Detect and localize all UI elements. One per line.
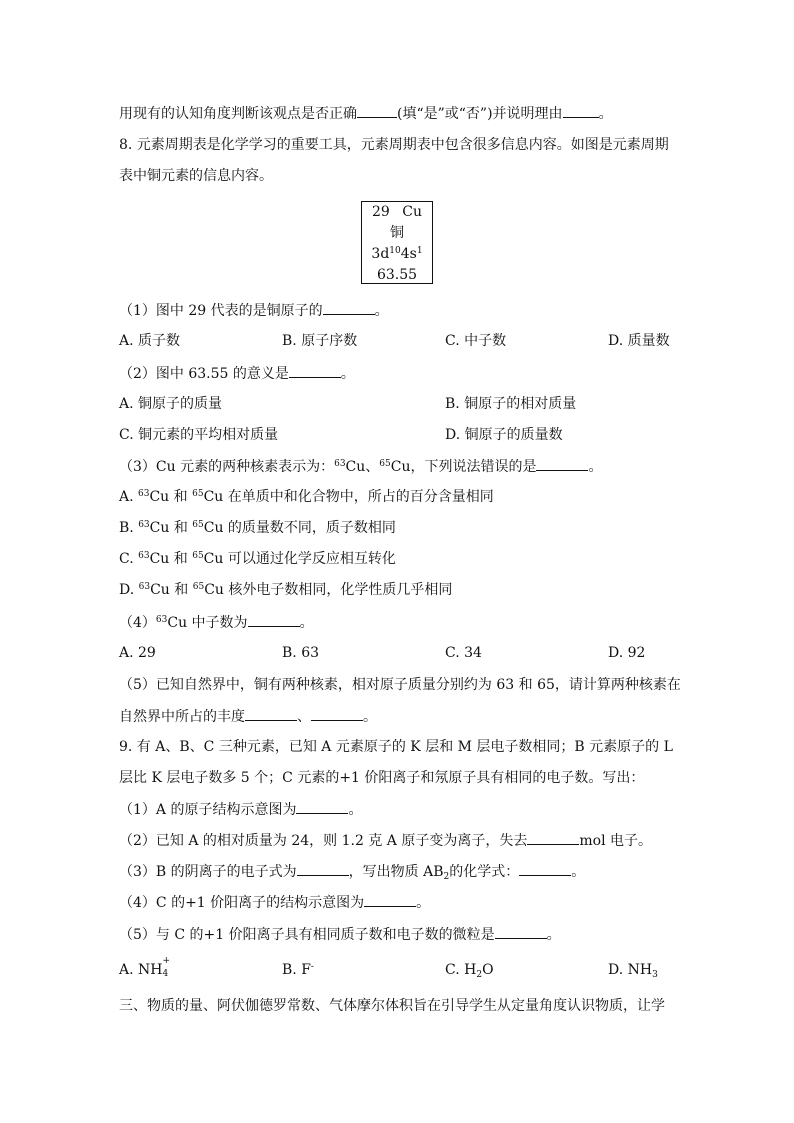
section3-heading: 三、物质的量、阿伏伽德罗常数、气体摩尔体积旨在引导学生从定量角度认识物质，让学 xyxy=(119,998,665,1014)
q9-part1: （1）A 的原子结构示意图为 。 xyxy=(119,799,362,820)
q9-part2: （2）已知 A 的相对质量为 24，则 1.2 克 A 原子变为离子，失去 mol 电子。 xyxy=(119,830,652,851)
q9-option-c: C. $H_2O$ xyxy=(445,962,494,980)
answer-blank xyxy=(296,799,348,814)
q8-part2-option-b: B. 铜原子的相对质量 xyxy=(445,396,577,412)
q9-option-b: B. F- xyxy=(282,962,314,978)
q8-part3-option-b: B. $^{63}$Cu 和 $^{65}$Cu 的质量数不同，质子数相同 xyxy=(119,520,396,536)
answer-blank xyxy=(563,103,599,118)
q8-part2-option-d: D. 铜原子的质量数 xyxy=(445,427,563,443)
q8-part1-option-d: D. 质量数 xyxy=(608,333,670,349)
q9-option-a: A. NH + 4 xyxy=(119,956,171,979)
q9-stem-line1: 9. 有 A、B、C 三种元素，已知 A 元素原子的 K 层和 M 层电子数相同；B 元素原子的 L xyxy=(119,739,673,755)
element-name: 铜 xyxy=(390,225,404,241)
q9-stem-line2: 层比 K 层电子数多 5 个；C 元素的+1 价阳离子和氖原子具有相同的电子数。写出： xyxy=(119,770,645,786)
intro-mid: (填“是”或“否”)并说明理由 xyxy=(397,106,563,122)
element-symbol: Cu xyxy=(402,204,422,220)
q8-part3-stem: （3）Cu 元素的两种核素表示为：$^{63}$Cu、$^{65}$Cu，下列说法错误的是 。 xyxy=(119,456,602,477)
atomic-mass: 63.55 xyxy=(376,267,418,283)
intro-text: 用现有的认知角度判断该观点是否正确 xyxy=(119,106,357,122)
q8-part2-stem: （2）图中 63.55 的意义是 。 xyxy=(119,363,355,384)
q8-part4-option-d: D. 92 xyxy=(608,645,646,661)
answer-blank xyxy=(495,924,547,939)
q8-part4-stem: $(4)^{63}Cu$ 中子数为 。 xyxy=(119,612,314,633)
intro-line xyxy=(119,103,613,124)
q8-stem-line1: 8. 元素周期表是化学学习的重要工具，元素周期表中包含很多信息内容。如图是元素周期 xyxy=(119,137,669,153)
electron-configuration: $3d^{10}4s^1$ xyxy=(371,246,423,262)
q8-part4-option-c: C. 34 xyxy=(445,645,482,661)
q9-part3: （3）B 的阴离子的电子式为 ，写出物质 $AB_2$的化学式： 。 xyxy=(119,861,585,882)
q9-part5: （5）与 C 的+1 价阳离子具有相同质子数和电子数的微粒是 。 xyxy=(119,924,561,945)
periodic-table-cell-copper xyxy=(361,201,433,284)
q9-option-d: D. $NH_3$ xyxy=(608,962,658,980)
answer-blank xyxy=(245,706,297,721)
intro-end: 。 xyxy=(598,106,613,122)
q8-part3-option-c: C. $^{63}$Cu 和 $^{65}$Cu 可以通过化学反应相互转化 xyxy=(119,551,396,567)
q8-part5-line2: 自然界中所占的丰度 、 。 xyxy=(119,706,377,727)
q9-part4: （4）C 的+1 价阳离子的结构示意图为 。 xyxy=(119,892,430,913)
q8-part2-option-a: A. 铜原子的质量 xyxy=(119,396,223,412)
q8-part3-option-a: A. $^{63}$Cu 和 $^{65}$Cu 在单质中和化合物中，所占的百分含量相同 xyxy=(119,489,494,505)
q8-stem-line2: 表中铜元素的信息内容。 xyxy=(119,168,273,184)
answer-blank xyxy=(536,456,588,471)
atomic-number: 29 xyxy=(372,204,390,220)
answer-blank xyxy=(248,612,300,627)
q8-part1-option-c: C. 中子数 xyxy=(445,333,507,349)
ammonium-charge: + 4 xyxy=(162,956,171,979)
answer-blank xyxy=(297,861,349,876)
answer-blank xyxy=(357,103,397,118)
answer-blank xyxy=(527,830,579,845)
q8-part4-option-a: A. 29 xyxy=(119,645,156,661)
answer-blank xyxy=(323,300,375,315)
cell-header xyxy=(362,202,432,223)
q8-part2-option-c: C. 铜元素的平均相对质量 xyxy=(119,427,279,443)
answer-blank xyxy=(519,861,571,876)
answer-blank xyxy=(311,706,363,721)
q8-part1-option-b: B. 原子序数 xyxy=(282,333,358,349)
q8-part5-line1: （5）已知自然界中，铜有两种核素，相对原子质量分别约为 63 和 65，请计算两种核素在 xyxy=(119,677,681,693)
answer-blank xyxy=(289,363,341,378)
q8-part3-option-d: D. $^{63}$Cu 和 $^{65}$Cu 核外电子数相同，化学性质几乎相同 xyxy=(119,582,453,598)
q8-part1-stem: （1）图中 29 代表的是铜原子的 。 xyxy=(119,300,389,321)
q8-part4-option-b: B. 63 xyxy=(282,645,320,661)
answer-blank xyxy=(364,892,416,907)
q8-part1-option-a: A. 质子数 xyxy=(119,333,181,349)
